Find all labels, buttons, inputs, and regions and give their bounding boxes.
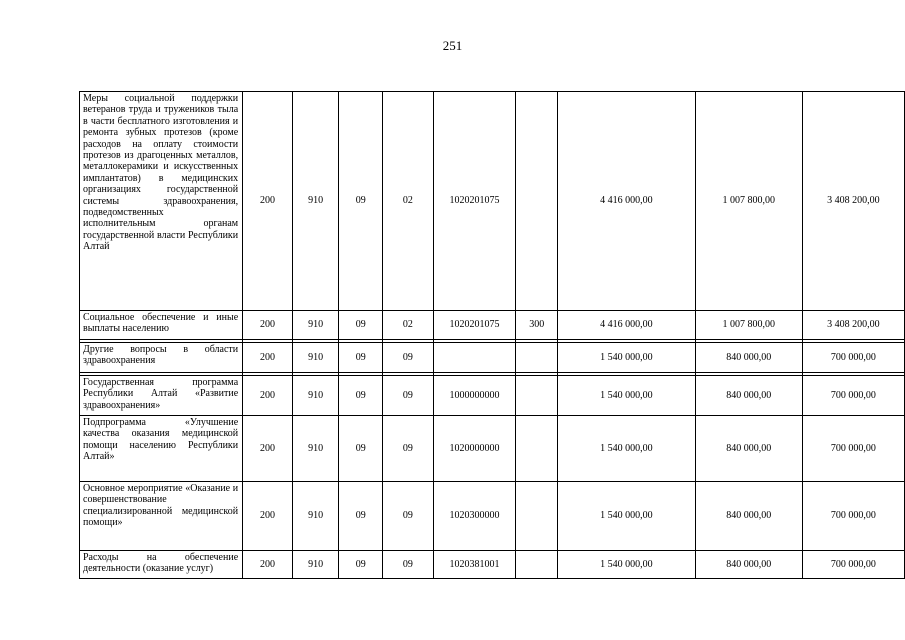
cell-target-article: 1020300000 (433, 482, 516, 551)
cell-section: 09 (339, 376, 383, 416)
table-row (80, 311, 905, 340)
cell-ministry-code: 910 (292, 311, 339, 340)
cell-admin-code: 200 (243, 551, 293, 579)
cell-expense-type: 300 (516, 311, 558, 340)
row-name: Государственная программа Республики Алтай «Развитие здравоохранения» (80, 376, 243, 416)
cell-ministry-code: 910 (292, 92, 339, 311)
cell-sum-total: 1 540 000,00 (558, 416, 696, 482)
cell-expense-type (516, 376, 558, 416)
cell-section: 09 (339, 92, 383, 311)
cell-sum-total: 1 540 000,00 (558, 343, 696, 373)
cell-section: 09 (339, 343, 383, 373)
row-name: Подпрограмма «Улучшение качества оказания медицинской помощи населению Республики Алтай» (80, 416, 243, 482)
cell-sum-total: 4 416 000,00 (558, 311, 696, 340)
cell-sum-regional: 700 000,00 (802, 482, 904, 551)
row-name: Социальное обеспечение и иные выплаты населению (80, 311, 243, 340)
cell-subsection: 09 (383, 376, 434, 416)
cell-expense-type (516, 551, 558, 579)
row-name: Другие вопросы в области здравоохранения (80, 343, 243, 373)
cell-sum-federal: 840 000,00 (695, 416, 802, 482)
cell-subsection: 09 (383, 551, 434, 579)
cell-target-article: 1000000000 (433, 376, 516, 416)
cell-target-article: 1020000000 (433, 416, 516, 482)
row-name: Основное мероприятие «Оказание и совершенствование специализированной медицинской помощи» (80, 482, 243, 551)
cell-ministry-code: 910 (292, 416, 339, 482)
cell-sum-regional: 700 000,00 (802, 416, 904, 482)
cell-sum-total: 1 540 000,00 (558, 376, 696, 416)
cell-admin-code: 200 (243, 92, 293, 311)
table-row (80, 551, 905, 579)
cell-section: 09 (339, 482, 383, 551)
cell-subsection: 09 (383, 416, 434, 482)
cell-sum-federal: 1 007 800,00 (695, 92, 802, 311)
cell-sum-total: 1 540 000,00 (558, 482, 696, 551)
table-row (80, 416, 905, 482)
cell-sum-federal: 840 000,00 (695, 551, 802, 579)
cell-subsection: 02 (383, 311, 434, 340)
cell-sum-regional: 700 000,00 (802, 551, 904, 579)
cell-target-article: 1020201075 (433, 311, 516, 340)
cell-sum-federal: 840 000,00 (695, 343, 802, 373)
cell-admin-code: 200 (243, 482, 293, 551)
cell-admin-code: 200 (243, 416, 293, 482)
cell-target-article (433, 343, 516, 373)
cell-sum-federal: 1 007 800,00 (695, 311, 802, 340)
cell-ministry-code: 910 (292, 376, 339, 416)
cell-sum-regional: 3 408 200,00 (802, 311, 904, 340)
cell-subsection: 09 (383, 343, 434, 373)
cell-target-article: 1020381001 (433, 551, 516, 579)
table-row (80, 343, 905, 373)
cell-ministry-code: 910 (292, 551, 339, 579)
cell-sum-total: 4 416 000,00 (558, 92, 696, 311)
cell-section: 09 (339, 416, 383, 482)
cell-ministry-code: 910 (292, 343, 339, 373)
cell-expense-type (516, 416, 558, 482)
cell-ministry-code: 910 (292, 482, 339, 551)
cell-expense-type (516, 92, 558, 311)
cell-admin-code: 200 (243, 376, 293, 416)
cell-subsection: 02 (383, 92, 434, 311)
cell-target-article: 1020201075 (433, 92, 516, 311)
row-name: Расходы на обеспечение деятельности (оказание услуг) (80, 551, 243, 579)
cell-admin-code: 200 (243, 311, 293, 340)
cell-section: 09 (339, 551, 383, 579)
budget-table (79, 91, 905, 579)
cell-subsection: 09 (383, 482, 434, 551)
table-row (80, 92, 905, 311)
table-row (80, 482, 905, 551)
table-row (80, 376, 905, 416)
cell-expense-type (516, 482, 558, 551)
cell-admin-code: 200 (243, 343, 293, 373)
cell-sum-total: 1 540 000,00 (558, 551, 696, 579)
cell-sum-regional: 700 000,00 (802, 343, 904, 373)
cell-sum-federal: 840 000,00 (695, 482, 802, 551)
row-name: Меры социальной поддержки ветеранов труда и тружеников тыла в части бесплатного изготовления и ремонта зубных протезов (кроме расходов на оплату стоимости протезов из драгоценных металлов, металлокерамики и искусственных имплантатов) в медицинских организациях государственной системы здравоохранения, подведомственных исполнительным органам государственной власти Республики Алтай (80, 92, 243, 311)
cell-sum-federal: 840 000,00 (695, 376, 802, 416)
page-number: 251 (442, 38, 463, 53)
cell-sum-regional: 700 000,00 (802, 376, 904, 416)
cell-expense-type (516, 343, 558, 373)
cell-sum-regional: 3 408 200,00 (802, 92, 904, 311)
cell-section: 09 (339, 311, 383, 340)
